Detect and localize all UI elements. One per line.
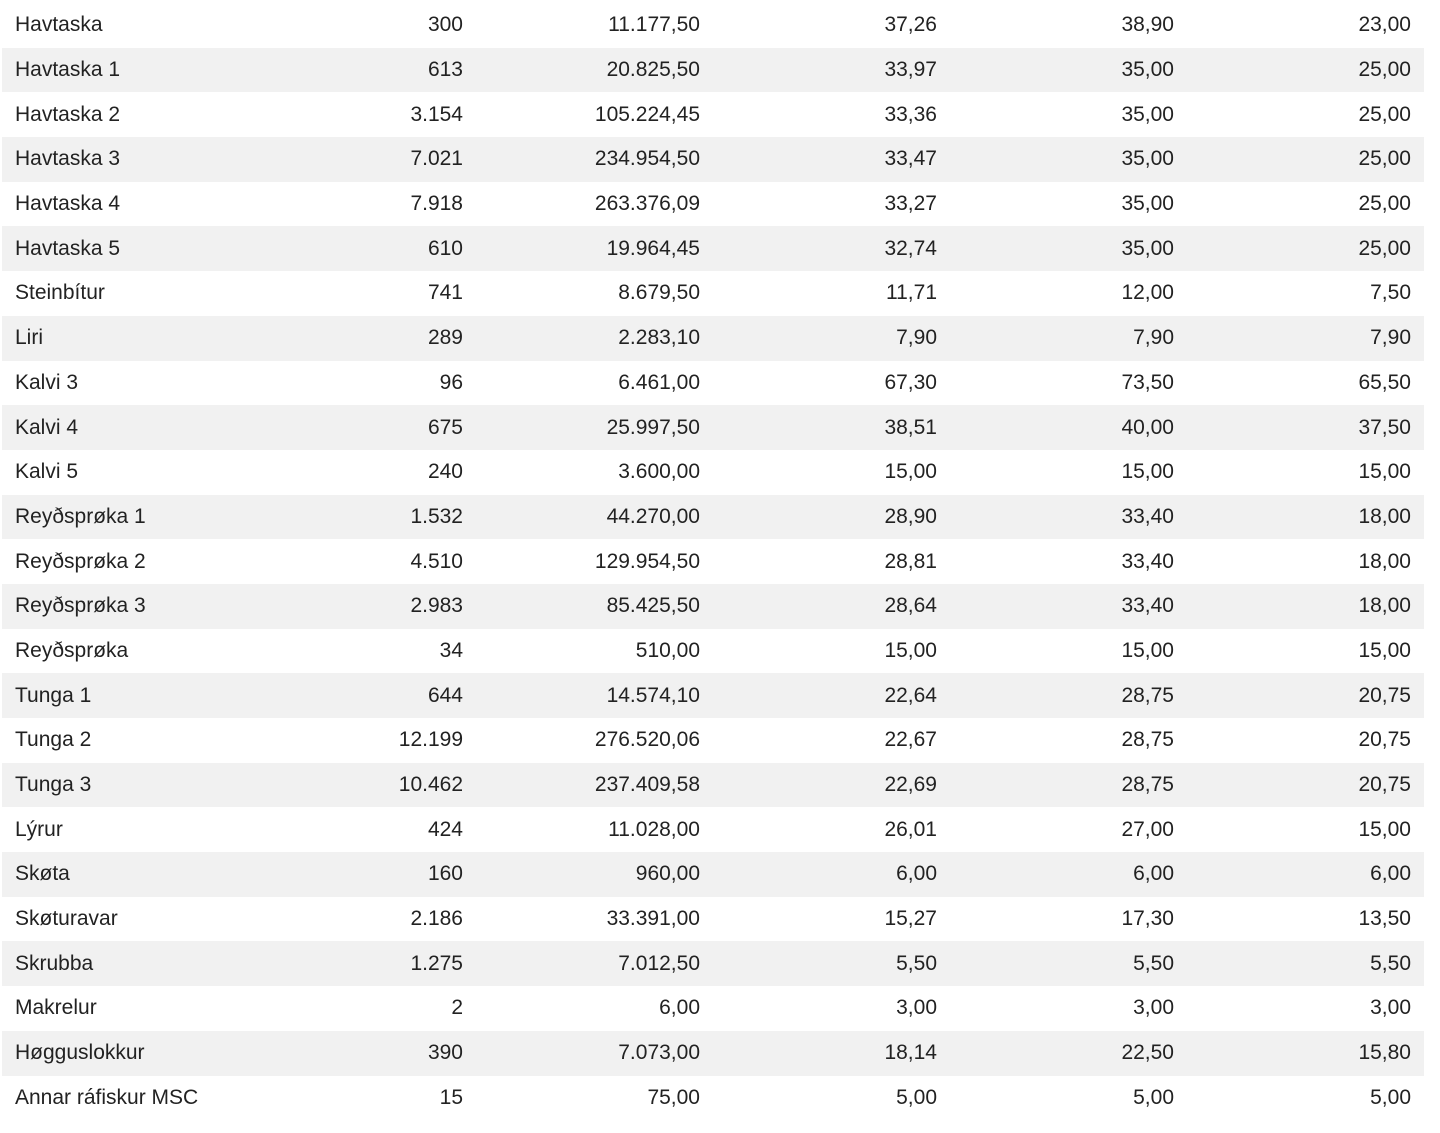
min-price-cell: 25,00 bbox=[1358, 58, 1411, 82]
species-name-cell: Kalvi 4 bbox=[15, 415, 79, 439]
table-row bbox=[2, 361, 1424, 406]
average-price-cell: 28,64 bbox=[884, 594, 937, 618]
quantity-cell: 644 bbox=[427, 683, 463, 707]
max-price-cell: 73,50 bbox=[1121, 370, 1174, 394]
table-row bbox=[2, 137, 1424, 182]
table-row bbox=[2, 852, 1424, 897]
average-price-cell: 37,26 bbox=[884, 13, 937, 37]
min-price-cell: 25,00 bbox=[1358, 236, 1411, 260]
value-cell: 3.600,00 bbox=[618, 460, 700, 484]
min-price-cell: 5,00 bbox=[1370, 1085, 1411, 1109]
table-row bbox=[2, 718, 1424, 763]
average-price-cell: 15,00 bbox=[884, 460, 937, 484]
species-name-cell: Makrelur bbox=[15, 996, 97, 1020]
quantity-cell: 2 bbox=[451, 996, 463, 1020]
species-name-cell: Reyðsprøka bbox=[15, 638, 129, 662]
max-price-cell: 35,00 bbox=[1121, 147, 1174, 171]
table-row bbox=[2, 986, 1424, 1031]
species-name-cell: Reyðsprøka 1 bbox=[15, 504, 146, 528]
quantity-cell: 10.462 bbox=[398, 773, 463, 797]
table-row bbox=[2, 92, 1424, 137]
value-cell: 85.425,50 bbox=[606, 594, 700, 618]
max-price-cell: 28,75 bbox=[1121, 728, 1174, 752]
value-cell: 6,00 bbox=[659, 996, 700, 1020]
average-price-cell: 33,36 bbox=[884, 102, 937, 126]
table-row bbox=[2, 182, 1424, 227]
min-price-cell: 15,80 bbox=[1358, 1041, 1411, 1065]
max-price-cell: 40,00 bbox=[1121, 415, 1174, 439]
species-name-cell: Havtaska 5 bbox=[15, 236, 121, 260]
min-price-cell: 25,00 bbox=[1358, 147, 1411, 171]
min-price-cell: 18,00 bbox=[1358, 594, 1411, 618]
value-cell: 7.012,50 bbox=[618, 951, 700, 975]
max-price-cell: 35,00 bbox=[1121, 192, 1174, 216]
average-price-cell: 6,00 bbox=[896, 862, 937, 886]
species-name-cell: Lýrur bbox=[15, 817, 63, 841]
species-name-cell: Liri bbox=[15, 326, 44, 350]
min-price-cell: 15,00 bbox=[1358, 817, 1411, 841]
table-row bbox=[2, 539, 1424, 584]
max-price-cell: 6,00 bbox=[1133, 862, 1174, 886]
table-row bbox=[2, 763, 1424, 808]
species-name-cell: Tunga 2 bbox=[15, 728, 92, 752]
quantity-cell: 12.199 bbox=[398, 728, 463, 752]
average-price-cell: 22,64 bbox=[884, 683, 937, 707]
quantity-cell: 240 bbox=[427, 460, 463, 484]
table-row bbox=[2, 584, 1424, 629]
quantity-cell: 1.275 bbox=[410, 951, 463, 975]
min-price-cell: 15,00 bbox=[1358, 460, 1411, 484]
table-row bbox=[2, 495, 1424, 540]
value-cell: 11.028,00 bbox=[608, 817, 700, 841]
table-row bbox=[2, 629, 1424, 674]
value-cell: 276.520,06 bbox=[594, 728, 700, 752]
value-cell: 2.283,10 bbox=[618, 326, 700, 350]
quantity-cell: 675 bbox=[427, 415, 463, 439]
table-row bbox=[2, 941, 1424, 986]
value-cell: 7.073,00 bbox=[618, 1041, 700, 1065]
min-price-cell: 18,00 bbox=[1358, 549, 1411, 573]
quantity-cell: 424 bbox=[427, 817, 463, 841]
price-table-body bbox=[2, 3, 1424, 1120]
average-price-cell: 18,14 bbox=[884, 1041, 937, 1065]
max-price-cell: 35,00 bbox=[1121, 236, 1174, 260]
average-price-cell: 33,47 bbox=[884, 147, 937, 171]
table-row bbox=[2, 48, 1424, 93]
value-cell: 33.391,00 bbox=[606, 907, 700, 931]
max-price-cell: 17,30 bbox=[1121, 907, 1174, 931]
species-name-cell: Havtaska 2 bbox=[15, 102, 121, 126]
min-price-cell: 37,50 bbox=[1358, 415, 1411, 439]
value-cell: 234.954,50 bbox=[594, 147, 700, 171]
quantity-cell: 390 bbox=[427, 1041, 463, 1065]
average-price-cell: 5,00 bbox=[896, 1085, 937, 1109]
table-row bbox=[2, 405, 1424, 450]
quantity-cell: 15 bbox=[439, 1085, 463, 1109]
species-name-cell: Skøta bbox=[15, 862, 70, 886]
min-price-cell: 3,00 bbox=[1370, 996, 1411, 1020]
average-price-cell: 11,71 bbox=[886, 281, 937, 305]
table-row bbox=[2, 1076, 1424, 1121]
average-price-cell: 26,01 bbox=[884, 817, 937, 841]
quantity-cell: 3.154 bbox=[410, 102, 463, 126]
average-price-cell: 28,81 bbox=[884, 549, 937, 573]
quantity-cell: 34 bbox=[439, 638, 463, 662]
average-price-cell: 5,50 bbox=[896, 951, 937, 975]
average-price-cell: 33,97 bbox=[884, 58, 937, 82]
max-price-cell: 28,75 bbox=[1121, 773, 1174, 797]
price-table-container bbox=[2, 3, 1424, 1120]
species-name-cell: Reyðsprøka 2 bbox=[15, 549, 146, 573]
max-price-cell: 5,50 bbox=[1133, 951, 1174, 975]
min-price-cell: 23,00 bbox=[1358, 13, 1411, 37]
species-name-cell: Tunga 1 bbox=[15, 683, 92, 707]
max-price-cell: 28,75 bbox=[1121, 683, 1174, 707]
species-name-cell: Havtaska 4 bbox=[15, 192, 121, 216]
species-name-cell: Havtaska 3 bbox=[15, 147, 121, 171]
average-price-cell: 22,69 bbox=[884, 773, 937, 797]
max-price-cell: 33,40 bbox=[1121, 549, 1174, 573]
quantity-cell: 289 bbox=[427, 326, 463, 350]
quantity-cell: 1.532 bbox=[410, 504, 463, 528]
value-cell: 19.964,45 bbox=[606, 236, 700, 260]
value-cell: 6.461,00 bbox=[618, 370, 700, 394]
min-price-cell: 15,00 bbox=[1358, 638, 1411, 662]
species-name-cell: Havtaska 1 bbox=[15, 58, 121, 82]
max-price-cell: 33,40 bbox=[1121, 594, 1174, 618]
value-cell: 44.270,00 bbox=[606, 504, 700, 528]
average-price-cell: 3,00 bbox=[896, 996, 937, 1020]
species-name-cell: Havtaska bbox=[15, 13, 103, 37]
average-price-cell: 28,90 bbox=[884, 504, 937, 528]
min-price-cell: 25,00 bbox=[1358, 192, 1411, 216]
max-price-cell: 35,00 bbox=[1121, 58, 1174, 82]
quantity-cell: 610 bbox=[427, 236, 463, 260]
species-name-cell: Skrubba bbox=[15, 951, 94, 975]
price-table bbox=[2, 3, 1424, 1120]
max-price-cell: 38,90 bbox=[1121, 13, 1174, 37]
average-price-cell: 7,90 bbox=[896, 326, 937, 350]
max-price-cell: 35,00 bbox=[1121, 102, 1174, 126]
max-price-cell: 27,00 bbox=[1121, 817, 1174, 841]
min-price-cell: 65,50 bbox=[1358, 370, 1411, 394]
average-price-cell: 22,67 bbox=[884, 728, 937, 752]
species-name-cell: Kalvi 5 bbox=[15, 460, 79, 484]
quantity-cell: 7.918 bbox=[410, 192, 463, 216]
table-row bbox=[2, 807, 1424, 852]
value-cell: 20.825,50 bbox=[606, 58, 700, 82]
value-cell: 960,00 bbox=[635, 862, 700, 886]
average-price-cell: 33,27 bbox=[884, 192, 937, 216]
max-price-cell: 15,00 bbox=[1121, 638, 1174, 662]
value-cell: 75,00 bbox=[647, 1085, 700, 1109]
min-price-cell: 6,00 bbox=[1370, 862, 1411, 886]
max-price-cell: 15,00 bbox=[1121, 460, 1174, 484]
quantity-cell: 7.021 bbox=[410, 147, 463, 171]
table-row bbox=[2, 316, 1424, 361]
quantity-cell: 741 bbox=[427, 281, 463, 305]
value-cell: 11.177,50 bbox=[608, 13, 700, 37]
min-price-cell: 13,50 bbox=[1358, 907, 1411, 931]
max-price-cell: 5,00 bbox=[1133, 1085, 1174, 1109]
value-cell: 129.954,50 bbox=[594, 549, 700, 573]
quantity-cell: 613 bbox=[427, 58, 463, 82]
min-price-cell: 20,75 bbox=[1358, 773, 1411, 797]
min-price-cell: 25,00 bbox=[1358, 102, 1411, 126]
min-price-cell: 7,50 bbox=[1370, 281, 1411, 305]
table-row bbox=[2, 897, 1424, 942]
value-cell: 8.679,50 bbox=[618, 281, 700, 305]
max-price-cell: 7,90 bbox=[1133, 326, 1174, 350]
species-name-cell: Tunga 3 bbox=[15, 773, 92, 797]
max-price-cell: 33,40 bbox=[1121, 504, 1174, 528]
value-cell: 237.409,58 bbox=[594, 773, 700, 797]
average-price-cell: 15,27 bbox=[884, 907, 937, 931]
value-cell: 14.574,10 bbox=[606, 683, 700, 707]
max-price-cell: 3,00 bbox=[1133, 996, 1174, 1020]
species-name-cell: Skøturavar bbox=[15, 907, 118, 931]
min-price-cell: 20,75 bbox=[1358, 728, 1411, 752]
min-price-cell: 18,00 bbox=[1358, 504, 1411, 528]
quantity-cell: 2.186 bbox=[410, 907, 463, 931]
species-name-cell: Kalvi 3 bbox=[15, 370, 79, 394]
quantity-cell: 160 bbox=[427, 862, 463, 886]
species-name-cell: Annar ráfiskur MSC bbox=[15, 1085, 199, 1109]
min-price-cell: 20,75 bbox=[1358, 683, 1411, 707]
table-row bbox=[2, 226, 1424, 271]
quantity-cell: 2.983 bbox=[410, 594, 463, 618]
table-row bbox=[2, 1031, 1424, 1076]
average-price-cell: 15,00 bbox=[884, 638, 937, 662]
table-row bbox=[2, 450, 1424, 495]
average-price-cell: 38,51 bbox=[884, 415, 937, 439]
species-name-cell: Høgguslokkur bbox=[15, 1041, 145, 1065]
table-row bbox=[2, 3, 1424, 48]
quantity-cell: 4.510 bbox=[410, 549, 463, 573]
max-price-cell: 12,00 bbox=[1121, 281, 1174, 305]
value-cell: 105.224,45 bbox=[594, 102, 700, 126]
value-cell: 25.997,50 bbox=[606, 415, 700, 439]
value-cell: 510,00 bbox=[635, 638, 700, 662]
quantity-cell: 300 bbox=[427, 13, 463, 37]
value-cell: 263.376,09 bbox=[594, 192, 700, 216]
average-price-cell: 67,30 bbox=[884, 370, 937, 394]
max-price-cell: 22,50 bbox=[1121, 1041, 1174, 1065]
table-row bbox=[2, 673, 1424, 718]
min-price-cell: 5,50 bbox=[1370, 951, 1411, 975]
table-row bbox=[2, 271, 1424, 316]
species-name-cell: Reyðsprøka 3 bbox=[15, 594, 146, 618]
min-price-cell: 7,90 bbox=[1370, 326, 1411, 350]
species-name-cell: Steinbítur bbox=[15, 281, 105, 305]
average-price-cell: 32,74 bbox=[884, 236, 937, 260]
quantity-cell: 96 bbox=[439, 370, 463, 394]
